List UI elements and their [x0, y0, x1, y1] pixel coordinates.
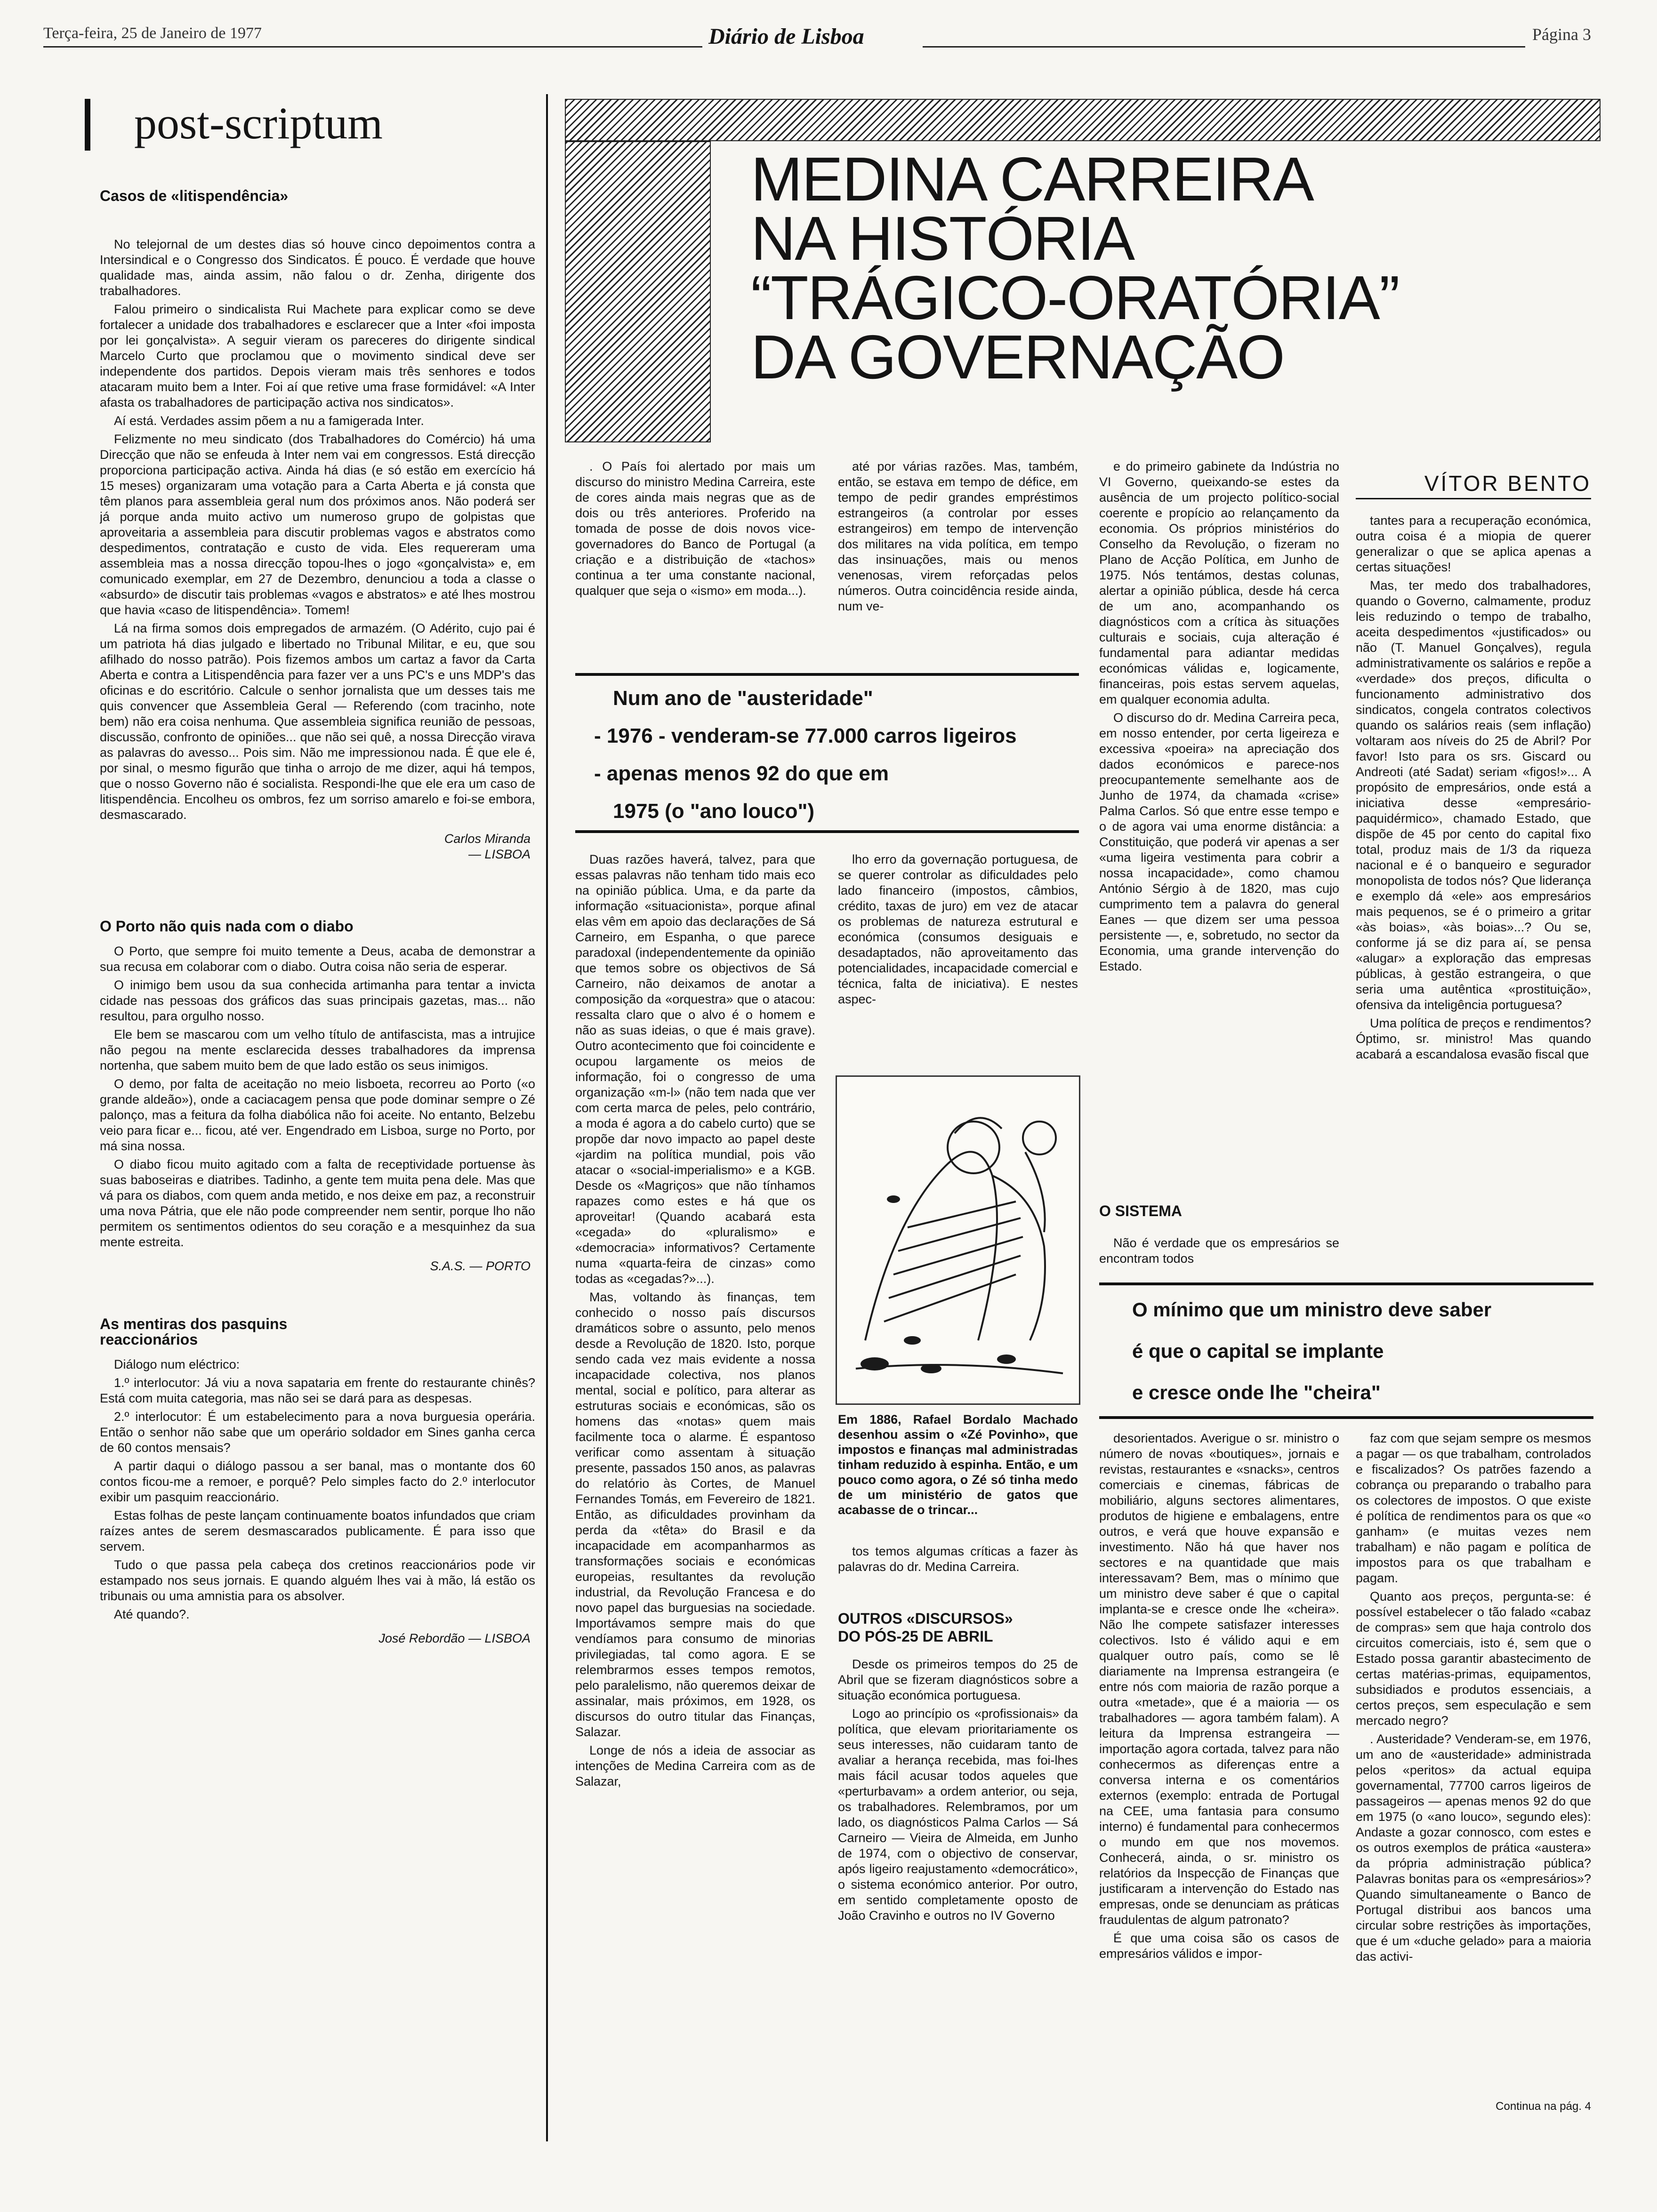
article-col3: [1099, 459, 1339, 1200]
pullquote-line: - 1976 - venderam-se 77.000 carros ligeiros: [594, 724, 1017, 747]
hatched-banner-top: [565, 99, 1601, 141]
pullquote-line: e cresce onde lhe "cheira": [1132, 1381, 1381, 1403]
article-paragraph: Não é verdade que os empresários se encontram todos: [1099, 1236, 1339, 1266]
ps-title: post-scriptum: [134, 98, 383, 148]
hatched-banner-left: [565, 141, 711, 442]
article-paragraph: tantes para a recuperação económica, outra coisa é a miopia de querer generalizar o que se aplica apenas a certas situações!: [1356, 513, 1591, 574]
ps-s2-paragraph: O inimigo bem usou da sua conhecida artimanha para tentar a invicta cidade nas pessoas dos gráficos das suas principais gazetas, mas... não resultou, para orgulho nosso.: [100, 978, 535, 1023]
ps-s3-heading-line2: reaccionários: [100, 1331, 198, 1348]
ps-s3-paragraph: Estas folhas de peste lançam continuamente boatos infundados que criam raízes antes de serem desmascarados publicamente. É para isso que servem.: [100, 1508, 535, 1554]
ps-s1-paragraph: Falou primeiro o sindicalista Rui Machete para explicar como se deve fortalecer a unidade dos trabalhadores e esclarecer que a Inter «foi imposta por lei gonçalvista». A seguir vieram os pareceres do dirigente sindical Marcelo Curto que proclamou que o movimento sindical deve ser independente dos partidos. Depois vieram mais três senhores e todos atacaram muito bem a Inter. Foi aí que retive uma frase formidável: «A Inter afasta os trabalhadores de participação activa nos sindicatos».: [100, 302, 535, 409]
ps-s3-heading-line1: As mentiras dos pasquins: [100, 1315, 288, 1332]
pullquote-box-capital: [1099, 1282, 1593, 1419]
ps-s1-paragraph: Lá na firma somos dois empregados de armazém. (O Adérito, cujo pai é um patriota há dias julgado e libertado no Tribunal Militar, e eu, que sou afilhado do nosso patrão). Pois fizemos ambos um cartaz a favor da Carta Aberta e contra a Litispendência para fazer ver a uns PC's e uns MDP's das oficinas e do escritório. Calcule o senhor jornalista que um desses tais me quis convencer que Assembleia Geral — Referendo (com tracinho, note bem) não era coisa nenhuma. Que assembleia significa reunião de pessoas, discussão, confronto de opiniões... que não sei quê, a nossa Direcção virava as palavras do avesso... Pois sim. Não me impressionou nada. É que ele é, por sinal, o mesmo figurão que tinha o arrojo de me dizer, aqui há tempos, que o nosso Governo não é socialista. Respondi-lhe que ele era um caso de litispendência. Encolheu os ombros, fez um sorriso amarelo e foi-se embora, desmascarado.: [100, 621, 535, 822]
article-paragraph: Duas razões haverá, talvez, para que essas palavras não tenham tido mais eco na opinião pública. Uma, e da parte da informação «situacionista», porque afinal elas vêm em apoio das declarações de Sá Carneiro, em Espanha, o que parece paradoxal (independentemente da opinião que temos sobre os objectivos de Sá Carneiro, não deixamos de anotar a composição da «orquestra» que o atacou: ressalta claro que o alvo é o homem e não as suas ideias, o que é mais grave). Outro acontecimento que foi coincidente e ocupou largamente os meios de informação, foi o congresso de uma organização «m-l» (não tem nada que ver com certa marca de peles, pelo contrário, a moda é agora a do cabelo curto) que se propõe dar novo impacto ao papel deste «jardim na política mundial, pois vão atacar o «social-imperialismo» e a KGB. Desde os «Magriços» que não tínhamos rapazes como estes e há que os aproveitar! (Quando acabará esta «cegada» do «pluralismo» e «democracia» informativos? Certamente numa «quarta-feira de cinzas» como todas as «cegadas?»...).: [575, 852, 815, 1286]
article-col6: [1356, 1431, 1591, 2094]
page-number: Página 3: [1532, 25, 1591, 44]
article-paragraph: Mas, voltando às finanças, tem conhecido o nosso país discursos dramáticos sobre o assunto, pelo menos desde a Revolução de 1820. Isto, porque sendo cada vez mais evidente a nossa incapacidade colectiva, nos planos mental, social e político, para alterar as estruturas sociais e económicas, são os homens das «notas» quem mais facilmente toca o alarme. É espantoso verificar como assentam à situação presente, passados 150 anos, as palavras do relatório às Cortes, de Manuel Fernandes Tomás, em Fevereiro de 1821. Então, as dificuldades provinham da perda da «têta» do Brasil e da incapacidade em acompanharmos as transformações sociais e económicas europeias, resultantes da revolução industrial, da Revolução Francesa e do novo papel das burguesias na sociedade. Importávamos sempre mais do que vendíamos para consumo de minorias privilegiadas, tal como agora. E se relembrarmos esses tempos remotos, pelo paralelismo, não queremos deixar de assinalar, mais próximos, em 1928, os discursos do outro titular das Finanças, Salazar.: [575, 1290, 815, 1739]
pullquote-line: é que o capital se implante: [1132, 1340, 1384, 1362]
headline: [751, 144, 1598, 392]
ps-s3-paragraph: Até quando?.: [114, 1607, 190, 1621]
article-col2: [838, 459, 1078, 657]
ps-s1-paragraph: Aí está. Verdades assim põem a nu a famigerada Inter.: [114, 414, 424, 428]
article-col3-bottom: [1099, 1235, 1339, 1273]
pullquote-line: O mínimo que um ministro deve saber: [1132, 1298, 1492, 1321]
subheading-line: DO PÓS-25 DE ABRIL: [838, 1628, 993, 1645]
article-paragraph: . O País foi alertado por mais um discurso do ministro Medina Carreira, este de cores ainda mais negras que as de dois ou três anteriores. Proferido na tomada de posse de dois novos vice-governadores do Banco de Portugal (a criação e a distribuição de «tachos» continua a ter uma constante nacional, qualquer que seja o «ismo» em moda...).: [575, 459, 815, 598]
article-paragraph: Quanto aos preços, pergunta-se: é possível estabelecer o tão falado «cabaz de compras» sem que haja controlo dos circuitos comerciais, isto é, sem que o Estado possa garantir abastecimento de certas matérias-primas, equipamentos, subsidiados e produtos essenciais, a certos preços, sem especulação e sem mercado negro?: [1356, 1589, 1591, 1728]
article-paragraph: faz com que sejam sempre os mesmos a pagar — os que trabalham, controlados e fiscalizados? Os patrões fazendo a cobrança ou preparando o trabalho para os colectores de impostos. O que existe é política de rendimentos para os que «o ganham» (e muitas vezes nem trabalham) e não pagam e política de impostos para os que trabalham e pagam.: [1356, 1431, 1591, 1585]
ps-s1-paragraph: No telejornal de um destes dias só houve cinco depoimentos contra a Intersindical e o Congresso dos Sindicatos. É pouco. É verdade que houve qualidade mas, ainda assim, não falou o dr. Zenha, dirigente dos trabalhadores.: [100, 237, 535, 298]
ps-s1-signature-name: Carlos Miranda: [444, 832, 531, 846]
article-paragraph: Desde os primeiros tempos do 25 de Abril que se fizeram diagnósticos sobre a situação económica portuguesa.: [838, 1657, 1078, 1702]
ps-column: [100, 188, 535, 2118]
article-col4: [1356, 513, 1591, 1275]
headline-line: “TRÁGICO-ORATÓRIA”: [751, 263, 1399, 332]
article-colA: [575, 852, 815, 2118]
article-paragraph: . Austeridade? Venderam-se, em 1976, um ano de «austeridade» administrada pelos «peritos» da actual equipa governamental, 77700 carros ligeiros de passageiros — apenas menos 92 do que em 1975 (o «ano louco», segundo eles): Andaste a gozar connosco, com estes e os outros exemplos de prática «austera» da própria administração pública? Palavras bonitas para os «empresários»? Quando simultaneamente o Banco de Portugal distribui aos bancos uma circular sobre restrições às importações, que é um «duche gelado» para a maioria das activi-: [1356, 1732, 1591, 1964]
article-paragraph: Uma política de preços e rendimentos? Óptimo, sr. ministro! Mas quando acabará a escandalosa evasão fiscal que: [1356, 1016, 1591, 1061]
ps-s2-paragraph: O demo, por falta de aceitação no meio lisboeta, recorreu ao Porto («o grande aldeão»), onde a caciacagem pensa que pode dominar sempre o Zé palonço, mas a feitura da folha diabólica não foi aceite. No entanto, Belzebu veio para ficar e... ficou, até ver. Engendrado em Lisboa, surge no Porto, por má sina nossa.: [100, 1077, 535, 1153]
ps-left-bar: [85, 99, 90, 151]
article-colB-mid: [838, 1544, 1078, 1595]
subheading-line: OUTROS «DISCURSOS»: [838, 1610, 1013, 1627]
ps-right-rule: [546, 94, 548, 2141]
cartoon-drawing: [837, 1077, 1079, 1403]
ps-s3-signature: José Rebordão — LISBOA: [378, 1631, 531, 1645]
article-paragraph: Mas, ter medo dos trabalhadores, quando o Governo, calmamente, produz leis reduzindo o tempo de trabalho, aceita despedimentos «justificados» ou não (T. Manuel Gonçalves), regula administrativamente os salários e repõe a «verdade» dos preços, dificulta o funcionamento administrativo dos sindicatos, congela contratos colectivos quando os salários reais (sem inflação) voltaram aos níveis do 25 de Abril? Por favor! Isto para os srs. Giscard ou Andreoti (até Sadat) seriam «figos!»... A propósito de empresários, onde está a iniciativa desse «empresário-paquidérmico», chamado Estado, que dispõe de 45 por cento do capital fixo total, produz mais de 1/3 da riqueza nacional e é o banqueiro e segurador monopolista de todos nós? Que liderança e exemplo dá «ele» aos empresários mais pequenos, se é o primeiro a gritar «às boias», «às boias»...? Ou se, conforme já se diz para aí, se pensa «alugar» a exploração das empresas públicas, à gestão estrangeira, o que seria uma autêntica «prostituição», ofensiva da inteligência portuguesa?: [1356, 578, 1591, 1012]
cartoon-caption: Em 1886, Rafael Bordalo Machado desenhou assim o «Zé Povinho», que impostos e finanças mal administradas tinham reduzido à espinha. Então, e um pouco como agora, o Zé só tinha medo de um ministério de gatos que acabasse de o trincar...: [838, 1412, 1078, 1517]
article-paragraph: Longe de nós a ideia de associar as intenções de Medina Carreira com as de Salazar,: [575, 1743, 815, 1788]
subheading-sistema: O SISTEMA: [1099, 1202, 1182, 1219]
article-colB-top: [838, 852, 1078, 1068]
ps-s3-heading: [100, 1316, 535, 1347]
ps-s1-paragraph: Felizmente no meu sindicato (dos Trabalhadores do Comércio) há uma Direcção que não se enfeuda à Inter nem vai em congressos. Está direcção proporciona participação activa. Ainda há dias (e só estão em exercício há 15 meses) organizaram uma votação para a Carta Aberta e já consta que têm planos para assembleia geral num dos próximos anos. Não poderá ser já porque anda muito activo um numeroso grupo de golpistas que aproveitaria a assembleia para discutir problemas vagos e abstratos como despedimentos, contratação e custo de vida. Eles requereram uma assembleia mas a nossa direcção topou-lhes o jogo «gonçalvista» e, em comunicado exemplar, em 27 de Dezembro, denunciou a toda a classe o «absurdo» de discutir tais problemas «vagos e abstratos» e até lhes mostrou que havia «caso de litispendência». Tomem!: [100, 432, 535, 617]
article-col5: [1099, 1431, 1339, 2123]
ps-s2-paragraph: O Porto, que sempre foi muito temente a Deus, acaba de demonstrar a sua recusa em colaborar com o diabo. Outra coisa não seria de esperar.: [100, 944, 535, 974]
article-paragraph: desorientados. Averigue o sr. ministro o número de novas «boutiques», jornais e revistas, restaurantes e «snacks», centros comerciais e cinemas, fábricas de mobiliário, alguns sectores alimentares, produtos de higiene e embalagens, entre outros, e verá que houve expansão e investimento. Não há que haver nos sectores e na quantidade que mais interessavam? Bem, mas o mínimo que um ministro deve saber é que o capital implanta-se e cresce onde lhe «cheira». Não lhe compete satisfazer interesses colectivos. Isto é válido aqui e em qualquer outro país, como se lê diariamente na Imprensa estrangeira (e entre nós com maioria de razão porque a outra «metade», que é a maioria — os trabalhadores — agora também falam). A leitura da Imprensa estrangeira — importação agora cortada, talvez para não conhecermos as diferenças entre a conversa interna e os comentários externos (exemplo: entrada de Portugal na CEE, uma fantasia para consumo interno) é fundamental para conhecermos o mundo em que nos movemos. Conhecerá, ainda, o sr. ministro os relatórios da Inspecção de Finanças que justificaram a intervenção do Estado nas empresas, onde se denunciam as práticas fraudulentas de algum patronato?: [1099, 1431, 1339, 1927]
ps-s1-signature-place: — LISBOA: [468, 847, 531, 861]
ps-s3-paragraph: Diálogo num eléctrico:: [114, 1357, 240, 1371]
pullquote-line: Num ano de "austeridade": [613, 687, 873, 710]
ps-s3-paragraph: Tudo o que passa pela cabeça dos cretinos reaccionários pode vir estampado nos seus jornais. E quando alguém lhes vai à mão, lá estão os tribunais ou uma amnistia para os absolver.: [100, 1558, 535, 1603]
article-col1: [575, 459, 815, 657]
continued-note: Continua na pág. 4: [1496, 2100, 1591, 2113]
ps-s3-paragraph: A partir daqui o diálogo passou a ser banal, mas o montante dos 60 contos ficou-me a remoer, e porquê? Pelo simples facto do 2.º interlocutor exibir um pasquim reaccionário.: [100, 1459, 535, 1504]
subheading-outros-discursos: [838, 1610, 1078, 1645]
article-paragraph: lho erro da governação portuguesa, de se querer controlar as dificuldades pelo lado financeiro (impostos, câmbios, crédito, taxas de juro) em vez de atacar os problemas de natureza estrutural e económica (consumos desiguais e desadaptados, não aproveitamento das potencialidades, incapacidade comercial e técnica, falta de iniciativa). E nestes aspec-: [838, 852, 1078, 1006]
masthead: Diário de Lisboa: [708, 24, 864, 49]
ps-s3-paragraph: 2.º interlocutor: É um estabelecimento para a nova burguesia operária. Então o senhor não sabe que um operário soldador em Sines ganha cerca de 60 contos mensais?: [100, 1410, 535, 1455]
article-paragraph: até por várias razões. Mas, também, então, se estava em tempo de défice, em tempo de pedir grandes empréstimos estrangeiros (a controlar por esses estrangeiros) em tempo de intervenção dos militares na vida política, em tempo das insinuações, mais ou menos venenosas, virem reforçadas pelos números. Outra coincidência reside ainda, num ve-: [838, 459, 1078, 613]
article-paragraph: e do primeiro gabinete da Indústria no VI Governo, queixando-se estes da ausência de um projecto político-social coerente e propício ao relançamento da economia. Os próprios ministérios do Conselho da Revolução, o fizeram no Plano de Acção Política, em Junho de 1975. Nós tentámos, destas colunas, alertar a opinião pública, desde há cerca de um ano, acompanhando os diagnósticos com a crítica às situações culturais e sociais, cuja alteração é fundamental para adiantar medidas económicas válidas e, logicamente, financeiras, pois estas servem aquelas, em qualquer economia adulta.: [1099, 459, 1339, 706]
header-date: Terça-feira, 25 de Janeiro de 1977: [43, 24, 262, 42]
pullquote-line: - apenas menos 92 do que em: [594, 762, 889, 785]
header-rule-left: [43, 46, 702, 48]
headline-line: DA GOVERNAÇÃO: [751, 322, 1284, 392]
ps-s2-paragraph: Ele bem se mascarou com um velho título de antifascista, mas a intrujice não pegou na mente esclarecida desses trabalhadores da imprensa nortenha, que sabem muito bem de que lado estão os seus inimigos.: [100, 1027, 535, 1073]
pullquote-box-austeridade: [575, 673, 1079, 833]
headline-line: NA HISTÓRIA: [751, 204, 1134, 273]
ps-s3-paragraph: 1.º interlocutor: Já viu a nova sapataria em frente do restaurante chinês? Está com muita categoria, mas não sei se dará para as despesas.: [100, 1376, 535, 1405]
article-paragraph: tos temos algumas críticas a fazer às palavras do dr. Medina Carreira.: [838, 1544, 1078, 1574]
article-paragraph: O discurso do dr. Medina Carreira peca, em nosso entender, por certa ligeireza e excessiva «poeira» na apreciação dos dados económicos e parece-nos preocupantemente semelhante aos de Junho de 1974, da chamada «crise» Palma Carlos. Só que entre esse tempo e o de agora vai uma enorme distância: a Constituição, que poderá vir apenas a ser «uma ligeira vestimenta para cobrir a nossa incapacidade», como chamou António Sérgio à de 1820, mas cujo cumprimento tem a palavra do general Eanes — que dizem ser uma pessoa persistente —, e, sobretudo, no sector da Economia, uma grande intervenção do Estado.: [1099, 711, 1339, 973]
header-rule-right: [923, 46, 1525, 48]
ps-s2-heading: O Porto não quis nada com o diabo: [100, 918, 354, 935]
ps-s1-heading: Casos de «litispendência»: [100, 188, 289, 204]
pullquote-line: 1975 (o "ano louco"): [613, 800, 815, 823]
article-paragraph: Logo ao princípio os «profissionais» da política, que elevam prioritariamente os seus interesses, não cuidaram tanto de avaliar a herança recebida, mas foi-lhes mais fácil acusar todos aqueles que «perturbavam» a ordem anterior, ou seja, os trabalhadores. Relembramos, por um lado, os diagnósticos Palma Carlos — Sá Carneiro — Vieira de Almeida, em Junho de 1974, com o objectivo de conservar, após ligeiro reajustamento «democrático», o sistema económico anterior. Por outro, em sentido completamente oposto de João Cravinho e outros no IV Governo: [838, 1707, 1078, 1923]
ps-s2-paragraph: O diabo ficou muito agitado com a falta de receptividade portuense às suas baboseiras e diatribes. Tadinho, a gente tem muita pena dele. Mas que vá para os diabos, com quem anda metido, e nos deixe em paz, a reconstruir uma nova Pátria, que ele não pode compreender nem sentir, porque lho não permitem os sentimentos odientos do seu coração e a mesquinhez da sua mente estreita.: [100, 1157, 535, 1249]
article-paragraph: É que uma coisa são os casos de empresários válidos e impor-: [1099, 1931, 1339, 1961]
cartoon-ze-povinho: [836, 1075, 1080, 1405]
headline-line: MEDINA CARREIRA: [751, 144, 1313, 214]
article-colB-bottom: [838, 1657, 1078, 2108]
ps-s2-signature: S.A.S. — PORTO: [430, 1259, 531, 1273]
author-byline: VÍTOR BENTO: [1356, 471, 1591, 499]
